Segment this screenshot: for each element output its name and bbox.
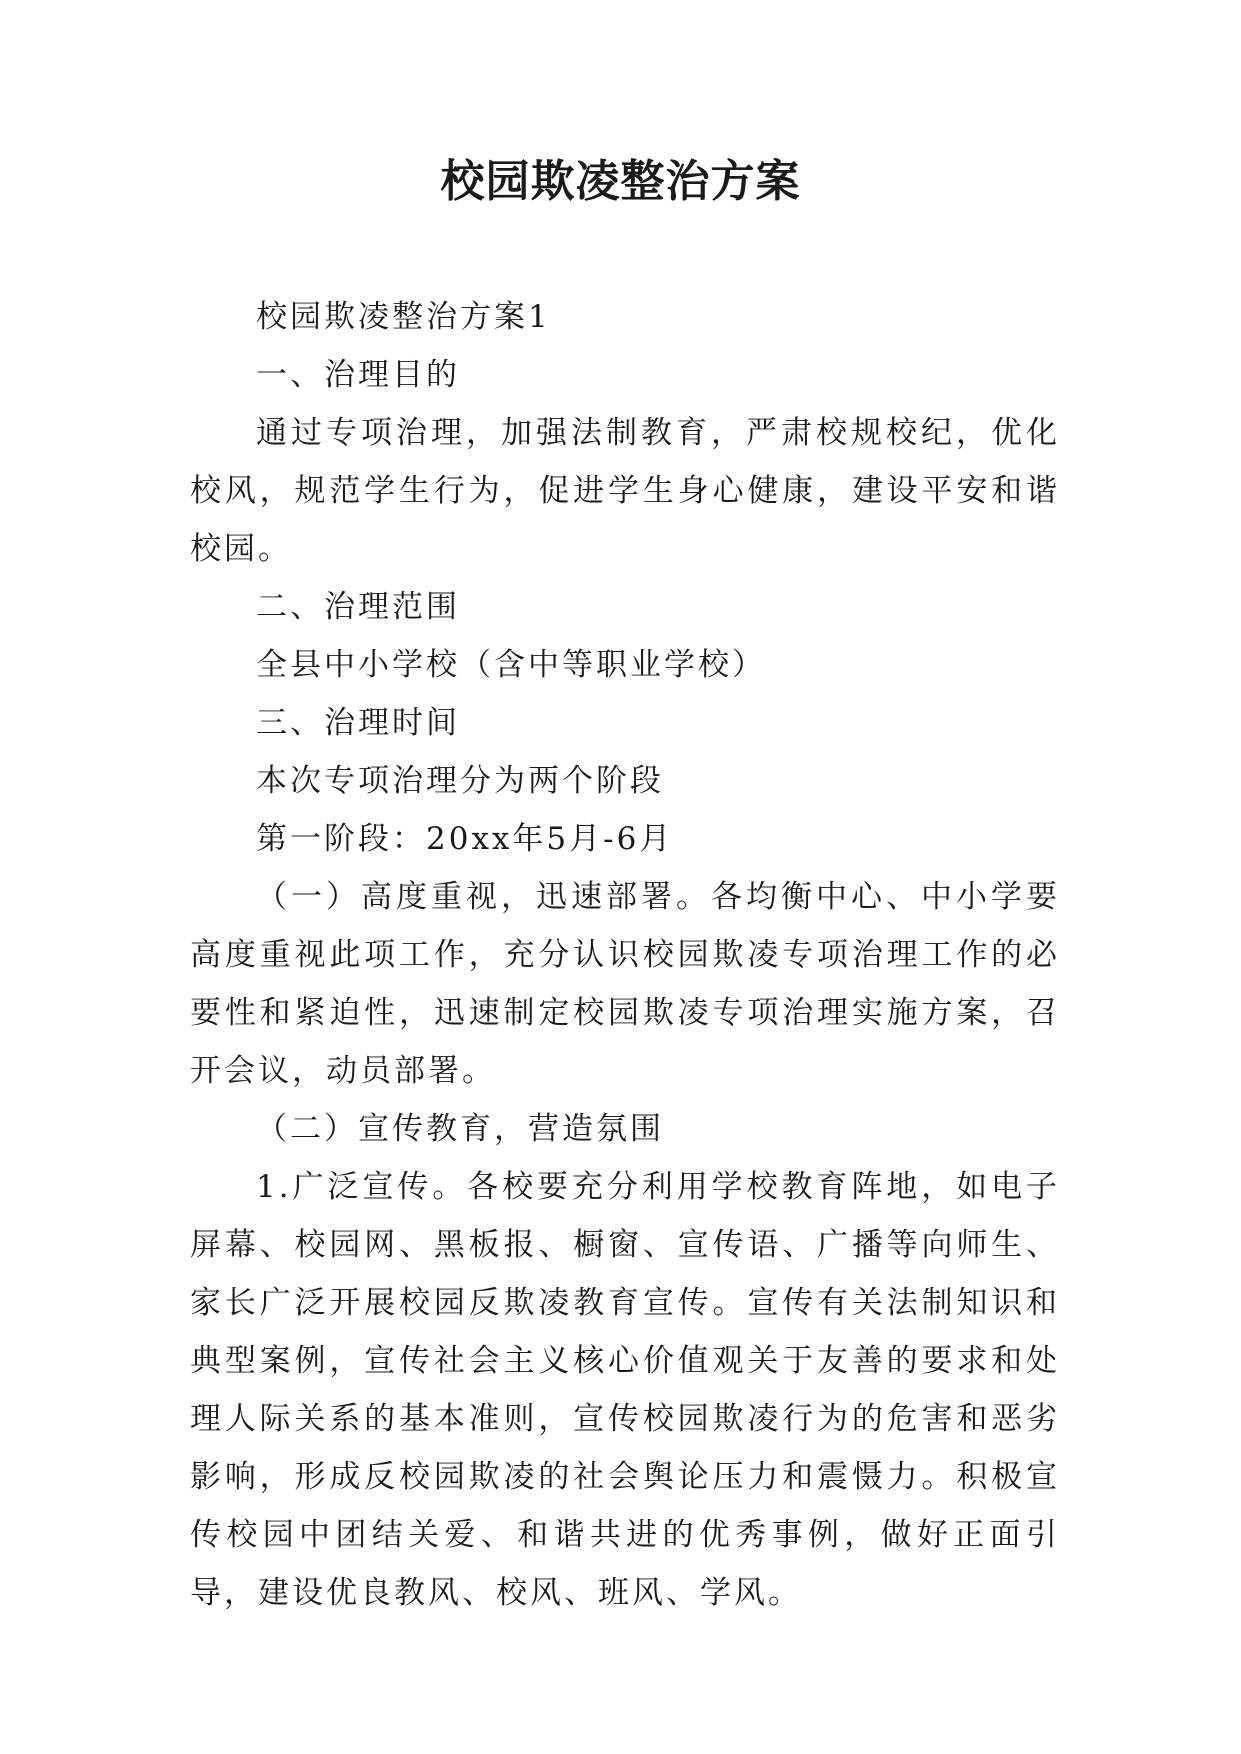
- document-title: 校园欺凌整治方案: [440, 156, 801, 207]
- section-heading-scope: 二、治理范围: [256, 589, 460, 625]
- section-heading-time: 三、治理时间: [256, 705, 460, 741]
- paragraph-heading: 校园欺凌整治方案1: [256, 299, 551, 335]
- paragraph-deployment: （一）高度重视，迅速部署。各均衡中心、中小学要高度重视此项工作，充分认识校园欺凌专项治理工作的必要性和紧迫性，迅速制定校园欺凌专项治理实施方案，召开会议，动员部署。: [190, 879, 1060, 1089]
- document-body: [190, 288, 1060, 1622]
- paragraph-stages: 本次专项治理分为两个阶段: [256, 763, 664, 799]
- paragraph-publicity-heading: （二）宣传教育，营造氛围: [256, 1111, 664, 1147]
- paragraph-purpose: 通过专项治理，加强法制教育，严肃校规校纪，优化校风，规范学生行为，促进学生身心健康，建设平安和谐校园。: [190, 415, 1060, 567]
- paragraph-stage-one: 第一阶段：20xx年5月-6月: [256, 821, 674, 857]
- paragraph-publicity: 1.广泛宣传。各校要充分利用学校教育阵地，如电子屏幕、校园网、黑板报、橱窗、宣传语、广播等向师生、家长广泛开展校园反欺凌教育宣传。宣传有关法制知识和典型案例，宣传社会主义核心价值观关于友善的要求和处理人际关系的基本准则，宣传校园欺凌行为的危害和恶劣影响，形成反校园欺凌的社会舆论压力和震慑力。积极宣传校园中团结关爱、和谐共进的优秀事例，做好正面引导，建设优良教风、校风、班风、学风。: [190, 1169, 1060, 1611]
- paragraph-scope: 全县中小学校（含中等职业学校）: [256, 647, 766, 683]
- section-heading-purpose: 一、治理目的: [256, 357, 460, 393]
